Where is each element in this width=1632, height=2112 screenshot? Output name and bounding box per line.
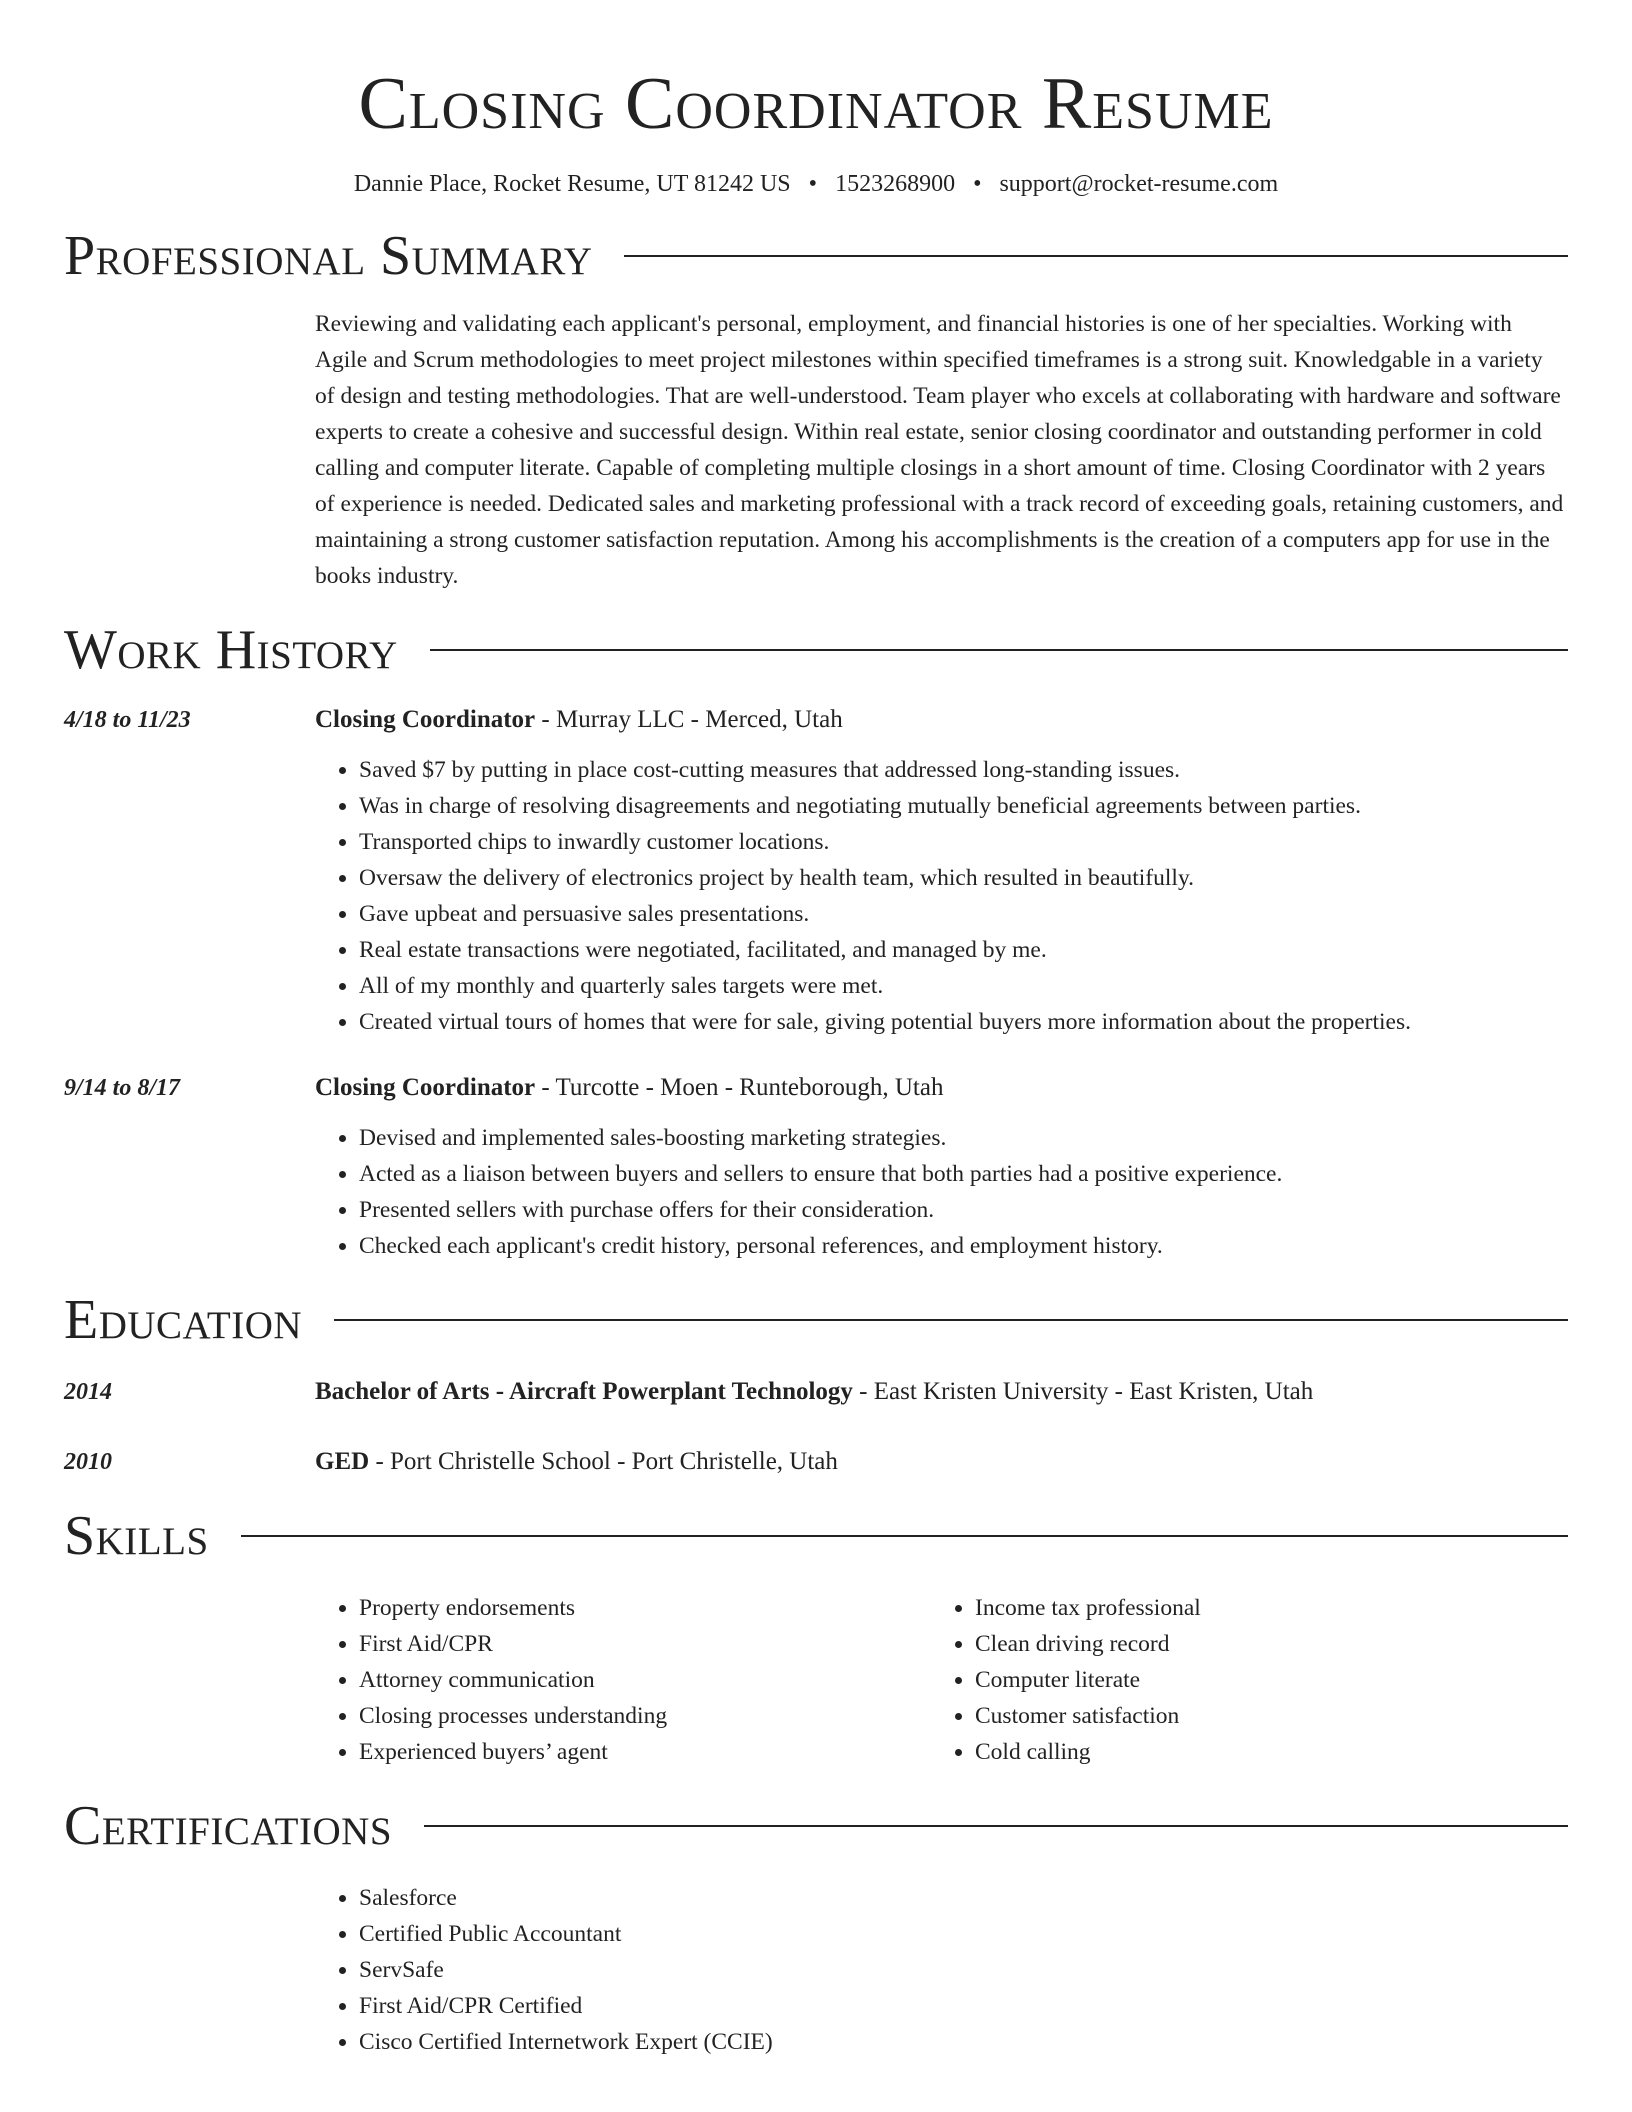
- job-bullet: • Real estate transactions were negotiated, facilitated, and managed by me.: [359, 932, 1568, 968]
- job-title: Closing Coordinator: [315, 1074, 536, 1101]
- job-heading: [315, 702, 1568, 738]
- job-employer: - Turcotte - Moen - Runteborough, Utah: [535, 1074, 944, 1101]
- skills-list-left: [315, 1590, 931, 1770]
- education-school: - Port Christelle School - Port Christelle, Utah: [369, 1448, 838, 1475]
- skills-list-right: [931, 1590, 1547, 1770]
- job-bullet: • Was in charge of resolving disagreements and negotiating mutually beneficial agreements between parties.: [359, 788, 1568, 824]
- education-school: - East Kristen University - East Kristen, Utah: [852, 1378, 1314, 1405]
- certification-item: • Salesforce: [359, 1880, 1568, 1916]
- resume-title: Closing Coordinator Resume: [358, 63, 1274, 145]
- skills-columns: [315, 1590, 1568, 1770]
- section-header-certifications: [64, 1788, 1568, 1864]
- contact-phone: 1523268900: [835, 171, 956, 197]
- contact-email: support@rocket-resume.com: [999, 171, 1279, 197]
- certifications-block: [64, 1880, 1568, 2060]
- skill-item: • Computer literate: [975, 1662, 1547, 1698]
- job-employer: - Murray LLC - Merced, Utah: [535, 706, 843, 733]
- certification-item: • First Aid/CPR Certified: [359, 1988, 1568, 2024]
- section-title-summary: Professional Summary: [64, 225, 593, 287]
- section-title-certifications: Certifications: [64, 1795, 393, 1857]
- education-list: [64, 1374, 1568, 1480]
- contact-address: Dannie Place, Rocket Resume, UT 81242 US: [353, 171, 791, 197]
- job-entry: [64, 1070, 1568, 1264]
- education-entry: [64, 1374, 1568, 1410]
- education-degree: Bachelor of Arts - Aircraft Powerplant Technology: [315, 1378, 853, 1405]
- job-bullet: • Devised and implemented sales-boosting marketing strategies.: [359, 1120, 1568, 1156]
- skill-item: • Property endorsements: [359, 1590, 931, 1626]
- job-bullet: • Presented sellers with purchase offers for their consideration.: [359, 1192, 1568, 1228]
- education-body: [315, 1444, 1568, 1480]
- job-body: [315, 1070, 1568, 1264]
- skill-item: • First Aid/CPR: [359, 1626, 931, 1662]
- job-bullets: [315, 1120, 1568, 1264]
- skill-item: • Income tax professional: [975, 1590, 1547, 1626]
- job-bullet: • Oversaw the delivery of electronics project by health team, which resulted in beautifully.: [359, 860, 1568, 896]
- section-header-work: [64, 612, 1568, 688]
- job-bullet: • Saved $7 by putting in place cost-cutting measures that addressed long-standing issues.: [359, 752, 1568, 788]
- skill-item: • Closing processes understanding: [359, 1698, 931, 1734]
- section-rule: [430, 649, 1568, 651]
- education-degree: GED: [315, 1448, 370, 1475]
- section-header-education: [64, 1282, 1568, 1358]
- certification-item: • Certified Public Accountant: [359, 1916, 1568, 1952]
- skill-item: • Attorney communication: [359, 1662, 931, 1698]
- job-bullet: • Checked each applicant's credit history, personal references, and employment history.: [359, 1228, 1568, 1264]
- certification-item: • Cisco Certified Internetwork Expert (CCIE): [359, 2024, 1568, 2060]
- section-header-summary: [64, 218, 1568, 294]
- job-title: Closing Coordinator: [315, 706, 536, 733]
- skills-spacer: [64, 1590, 315, 1770]
- skills-block: [64, 1590, 1568, 1770]
- education-body: [315, 1374, 1568, 1410]
- skill-item: • Cold calling: [975, 1734, 1547, 1770]
- skill-item: • Customer satisfaction: [975, 1698, 1547, 1734]
- job-heading: [315, 1070, 1568, 1106]
- education-year: 2014: [64, 1379, 112, 1405]
- certifications-list: [315, 1880, 1568, 2060]
- certification-item: • ServSafe: [359, 1952, 1568, 1988]
- job-entry: [64, 702, 1568, 1040]
- section-title-work: Work History: [64, 619, 398, 681]
- job-dates: 4/18 to 11/23: [64, 707, 191, 733]
- job-bullets: [315, 752, 1568, 1040]
- job-bullet: • Acted as a liaison between buyers and sellers to ensure that both parties had a positive experience.: [359, 1156, 1568, 1192]
- section-title-skills: Skills: [64, 1505, 209, 1567]
- contact-separator: •: [973, 171, 982, 197]
- job-body: [315, 702, 1568, 1040]
- work-history-list: [64, 702, 1568, 1264]
- summary-text: Reviewing and validating each applicant's personal, employment, and financial histories is one of her specialties. Working with Agile and Scrum methodologies to meet project milestones within specified timeframes is a strong suit. Knowledgable in a variety of design and testing methodologies. That are well-understood. Team player who excels at collaborating with hardware and software experts to create a cohesive and successful design. Within real estate, senior closing coordinator and outstanding performer in cold calling and computer literate. Capable of completing multiple closings in a short amount of time. Closing Coordinator with 2 years of experience is needed. Dedicated sales and marketing professional with a track record of exceeding goals, retaining customers, and maintaining a strong customer satisfaction reputation. Among his accomplishments is the creation of a computers app for use in the books industry.: [315, 311, 1564, 589]
- skill-item: • Experienced buyers’ agent: [359, 1734, 931, 1770]
- section-header-skills: [64, 1498, 1568, 1574]
- job-bullet: • Transported chips to inwardly customer locations.: [359, 824, 1568, 860]
- section-rule: [334, 1319, 1568, 1321]
- section-title-education: Education: [64, 1289, 303, 1351]
- education-entry: [64, 1444, 1568, 1480]
- education-year: 2010: [64, 1449, 112, 1475]
- job-bullet: • Created virtual tours of homes that were for sale, giving potential buyers more information about the properties.: [359, 1004, 1568, 1040]
- skill-item: • Clean driving record: [975, 1626, 1547, 1662]
- contact-separator: •: [808, 171, 818, 197]
- section-rule: [624, 255, 1568, 257]
- section-rule: [424, 1825, 1568, 1827]
- contact-line: [64, 168, 1568, 200]
- job-dates: 9/14 to 8/17: [64, 1075, 181, 1101]
- job-bullet: • Gave upbeat and persuasive sales presentations.: [359, 896, 1568, 932]
- summary-block: [64, 306, 1568, 594]
- certifications-spacer: [64, 1880, 315, 2060]
- section-rule: [241, 1535, 1568, 1537]
- summary-spacer: [64, 306, 315, 594]
- job-bullet: • All of my monthly and quarterly sales targets were met.: [359, 968, 1568, 1004]
